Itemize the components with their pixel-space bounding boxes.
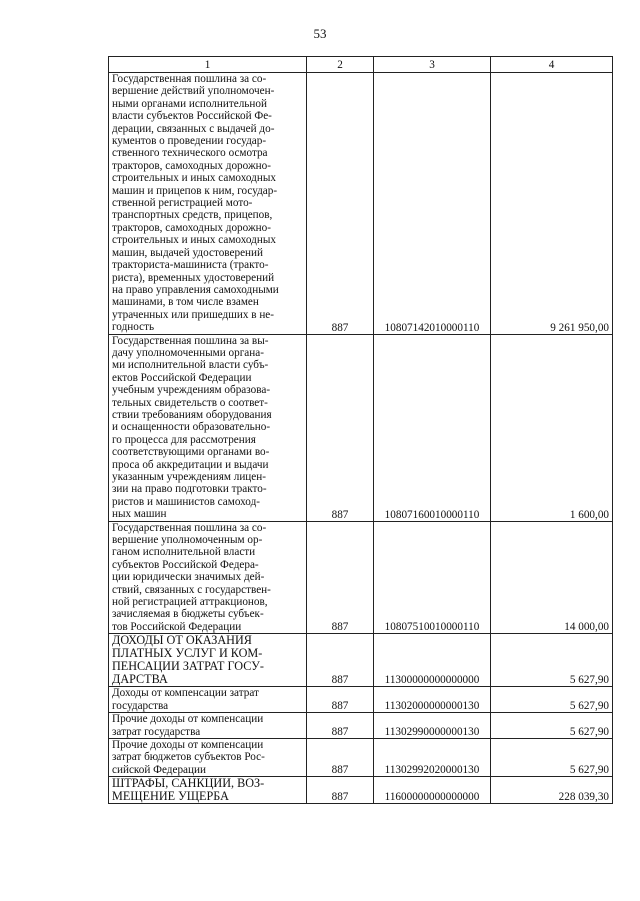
revenue-name-cell	[109, 521, 307, 634]
revenue-name-line: дачу уполномоченными органа-	[112, 346, 264, 359]
revenue-name-line: вершение уполномоченным ор-	[112, 534, 263, 547]
revenue-name-line: тракториста-машиниста (тракто-	[112, 259, 269, 272]
revenue-name-line: ПЕНСАЦИИ ЗАТРАТ ГОСУ-	[112, 659, 264, 674]
classification-code-cell: 10807160010000110	[374, 334, 491, 521]
revenue-name-line: годность	[112, 321, 155, 334]
table-row	[109, 777, 613, 804]
revenue-name-line: Государственная пошлина за со-	[112, 521, 267, 534]
table-row	[109, 713, 613, 739]
classification-code-cell: 11600000000000000	[374, 777, 491, 804]
classification-code-cell: 11302992020000130	[374, 738, 491, 776]
revenue-name-line: машинами, в том числе взамен	[112, 296, 259, 309]
table-body	[109, 73, 613, 804]
revenue-name-line: сийской Федерации	[112, 763, 206, 776]
table-row	[109, 521, 613, 634]
amount-cell: 14 000,00	[491, 521, 613, 634]
revenue-name-line: строительных и иных самоходных	[112, 234, 276, 247]
page-number: 53	[313, 26, 327, 41]
header-col-2: 2	[307, 57, 374, 73]
revenue-name-line: тов Российской Федерации	[112, 620, 242, 633]
header-col-1: 1	[109, 57, 307, 73]
amount-cell: 5 627,90	[491, 634, 613, 687]
table-row	[109, 738, 613, 776]
revenue-name-line: ственного технического осмотра	[112, 147, 268, 160]
revenue-name-cell	[109, 777, 307, 804]
revenue-name-line: ми исполнительной власти субъ-	[112, 359, 269, 372]
revenue-name-line: ПЛАТНЫХ УСЛУГ И КОМ-	[112, 646, 263, 661]
header-col-3: 3	[374, 57, 491, 73]
revenue-name-line: ных машин	[112, 508, 167, 521]
admin-code-cell: 887	[307, 738, 374, 776]
revenue-name-line: машин, выдачей удостоверений	[112, 246, 263, 259]
revenue-name-line: указанным учреждениям лицен-	[112, 471, 266, 483]
revenue-name-line: государства	[112, 699, 169, 712]
classification-code-cell: 10807510010000110	[374, 521, 491, 634]
table-row	[109, 73, 613, 335]
revenue-name-line: ДОХОДЫ ОТ ОКАЗАНИЯ	[112, 633, 252, 648]
revenue-name-line: власти субъектов Российской Фе-	[112, 110, 272, 123]
revenue-name-line: ными органами исполнительной	[112, 97, 267, 110]
admin-code-cell: 887	[307, 777, 374, 804]
revenue-name-line: учебным учреждениям образова-	[112, 384, 271, 397]
classification-code-cell: 11302000000000130	[374, 687, 491, 713]
revenue-name-line: тракторов, самоходных дорожно-	[112, 159, 271, 172]
table-row	[109, 634, 613, 687]
revenue-name-line: ДАРСТВА	[112, 672, 168, 687]
revenue-name-cell	[109, 634, 307, 687]
amount-cell: 1 600,00	[491, 334, 613, 521]
amount-cell: 228 039,30	[491, 777, 613, 804]
revenue-name-cell	[109, 713, 307, 739]
revenue-name-line: риста), временных удостоверений	[112, 271, 275, 284]
admin-code-cell: 887	[307, 334, 374, 521]
revenue-name-cell	[109, 73, 307, 335]
revenue-name-line: ственной регистрацией мото-	[112, 197, 253, 210]
revenue-name-line: и оснащенности образовательно-	[112, 421, 271, 434]
revenue-table	[108, 56, 613, 804]
admin-code-cell: 887	[307, 687, 374, 713]
revenue-name-line: ствий, связанных с государствен-	[112, 583, 271, 596]
amount-cell: 9 261 950,00	[491, 73, 613, 335]
revenue-name-cell	[109, 334, 307, 521]
revenue-name-line: МЕЩЕНИЕ УЩЕРБА	[112, 789, 229, 804]
admin-code-cell: 887	[307, 521, 374, 634]
revenue-name-line: ектов Российской Федерации	[112, 371, 252, 384]
revenue-name-line: Прочие доходы от компенсации	[112, 738, 264, 751]
revenue-name-line: Государственная пошлина за со-	[112, 73, 267, 85]
classification-code-cell: 10807142010000110	[374, 73, 491, 335]
amount-cell: 5 627,90	[491, 738, 613, 776]
revenue-name-line: утраченных или пришедших в не-	[112, 308, 274, 321]
table-row	[109, 334, 613, 521]
revenue-name-line: транспортных средств, прицепов,	[112, 209, 273, 222]
admin-code-cell: 887	[307, 634, 374, 687]
revenue-name-line: зачисляемая в бюджеты субъек-	[112, 608, 264, 621]
revenue-name-line: ствии требованиям оборудования	[112, 408, 272, 421]
revenue-name-line: соответствующими органами во-	[112, 446, 270, 459]
revenue-name-cell	[109, 687, 307, 713]
revenue-name-line: тельных свидетельств о соответ-	[112, 396, 268, 409]
revenue-name-line: машин и прицепов к ним, государ-	[112, 184, 278, 197]
amount-cell: 5 627,90	[491, 713, 613, 739]
revenue-name-line: ной регистрацией аттракционов,	[112, 596, 268, 609]
revenue-name-cell	[109, 738, 307, 776]
revenue-name-line: Доходы от компенсации затрат	[112, 687, 259, 700]
classification-code-cell: 11302990000000130	[374, 713, 491, 739]
revenue-name-line: тракторов, самоходных дорожно-	[112, 221, 271, 234]
revenue-name-line: Прочие доходы от компенсации	[112, 713, 264, 726]
revenue-name-line: на право управления самоходными	[112, 283, 279, 296]
revenue-name-line: вершение действий уполномочен-	[112, 85, 275, 98]
table-row	[109, 687, 613, 713]
revenue-name-line: затрат бюджетов субъектов Рос-	[112, 751, 265, 764]
table-header-row	[109, 57, 613, 73]
revenue-name-line: кументов о проведении государ-	[112, 135, 267, 148]
amount-cell: 5 627,90	[491, 687, 613, 713]
revenue-name-line: ШТРАФЫ, САНКЦИИ, ВОЗ-	[112, 776, 265, 791]
revenue-name-line: ристов и машинистов самоход-	[112, 495, 260, 508]
revenue-name-line: зии на право подготовки тракто-	[112, 483, 267, 496]
admin-code-cell: 887	[307, 73, 374, 335]
header-col-4: 4	[491, 57, 613, 73]
revenue-name-line: ганом исполнительной власти	[112, 546, 256, 559]
revenue-name-line: дерации, связанных с выдачей до-	[112, 122, 275, 135]
revenue-name-line: ции юридически значимых дей-	[112, 571, 265, 584]
revenue-name-line: проса об аккредитации и выдачи	[112, 458, 269, 471]
classification-code-cell: 11300000000000000	[374, 634, 491, 687]
revenue-name-line: затрат государства	[112, 725, 201, 738]
revenue-name-line: го процесса для рассмотрения	[112, 433, 256, 446]
admin-code-cell: 887	[307, 713, 374, 739]
revenue-name-line: Государственная пошлина за вы-	[112, 334, 269, 347]
revenue-name-line: субъектов Российской Федера-	[112, 558, 259, 571]
revenue-name-line: строительных и иных самоходных	[112, 172, 276, 185]
